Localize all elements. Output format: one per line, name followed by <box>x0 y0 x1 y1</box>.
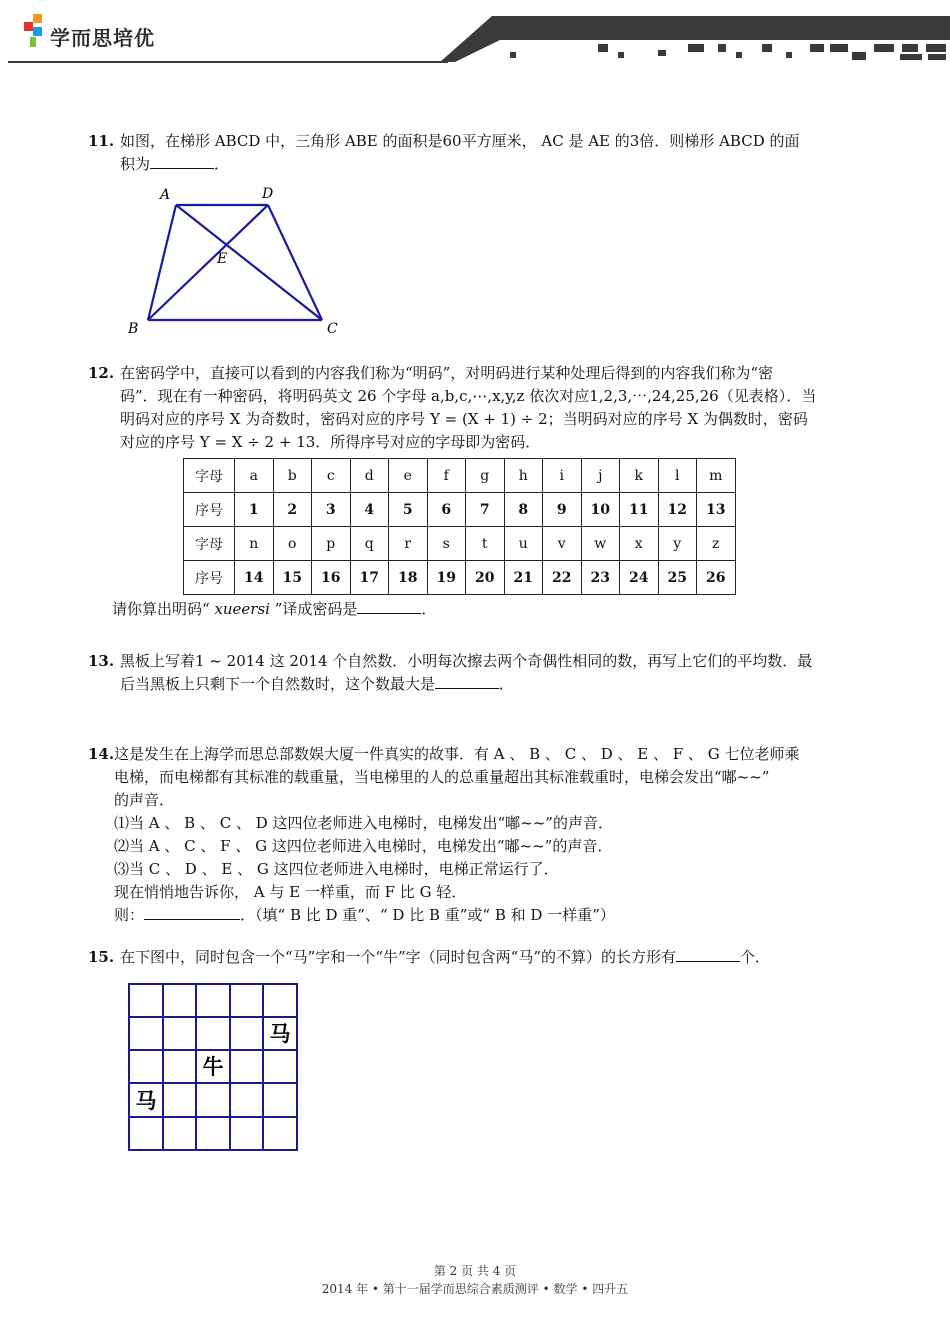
answer-blank[interactable] <box>144 904 240 920</box>
table-cell: 2 <box>273 493 312 527</box>
grid-char-niu: 牛 <box>202 1055 224 1079</box>
question-13 <box>88 650 860 696</box>
table-cell: 16 <box>312 561 351 595</box>
question-text: 后当黑板上只剩下一个自然数时，这个数最大是 ． <box>120 675 515 693</box>
table-row <box>184 459 736 493</box>
table-cell: 6 <box>427 493 466 527</box>
answer-blank[interactable] <box>435 673 499 689</box>
question-text: 对应的序号 Y = X ÷ 2 + 13．所得序号对应的字母即为密码． <box>120 433 541 451</box>
question-11 <box>88 130 860 176</box>
table-cell: 18 <box>389 561 428 595</box>
table-cell: 4 <box>350 493 389 527</box>
table-cell: c <box>312 459 351 493</box>
question-15 <box>88 946 860 969</box>
table-cell: e <box>389 459 428 493</box>
table-cell: 14 <box>235 561 274 595</box>
table-cell: z <box>697 527 736 561</box>
table-cell: t <box>466 527 505 561</box>
condition-1: ⑴当 A 、 B 、 C 、 D 这四位老师进入电梯时，电梯发出“嘟~~”的声音． <box>114 814 613 832</box>
table-row-label: 字母 <box>184 527 235 561</box>
grid-figure <box>120 975 310 1160</box>
question-12 <box>88 362 860 454</box>
table-cell: 19 <box>427 561 466 595</box>
label-b: B <box>128 321 139 337</box>
table-cell: n <box>235 527 274 561</box>
table-cell: b <box>273 459 312 493</box>
table-cell: 8 <box>504 493 543 527</box>
question-text: 如图，在梯形 ABCD 中，三角形 ABE 的面积是60平方厘米， AC 是 AE 的3倍．则梯形 ABCD 的面 <box>120 132 800 150</box>
question-number: 12. <box>88 364 115 382</box>
question-number: 11. <box>88 132 115 150</box>
table-cell: 13 <box>697 493 736 527</box>
table-cell: w <box>581 527 620 561</box>
table-cell: 5 <box>389 493 428 527</box>
table-cell: 17 <box>350 561 389 595</box>
table-cell: l <box>658 459 697 493</box>
label-a: A <box>160 187 171 203</box>
table-cell: 26 <box>697 561 736 595</box>
answer-blank[interactable] <box>150 153 214 169</box>
question-text: 明码对应的序号 X 为奇数时，密码对应的序号 Y = (X + 1) ÷ 2；当明码对应的序号 X 为偶数时，密码 <box>120 410 808 428</box>
table-cell: m <box>697 459 736 493</box>
label-d: D <box>262 186 274 202</box>
answer-blank[interactable] <box>357 598 421 614</box>
logo-icon <box>24 14 42 47</box>
table-cell: p <box>312 527 351 561</box>
table-cell: d <box>350 459 389 493</box>
cipher-word: xueersi <box>214 600 270 618</box>
table-cell: 7 <box>466 493 505 527</box>
question-text: 的声音． <box>114 791 175 809</box>
table-cell: 22 <box>543 561 582 595</box>
condition-2: ⑵当 A 、 C 、 F 、 G 这四位老师进入电梯时，电梯发出“嘟~~”的声音． <box>114 837 613 855</box>
table-cell: 9 <box>543 493 582 527</box>
question-text: 电梯，而电梯都有其标准的载重量，当电梯里的人的总重量超出其标准载重时，电梯会发出“嘟~~” <box>114 768 770 786</box>
table-row-label: 序号 <box>184 561 235 595</box>
table-cell: 25 <box>658 561 697 595</box>
question-number: 14. <box>88 745 115 763</box>
logo-text: 学而思培优 <box>50 26 155 50</box>
table-cell: y <box>658 527 697 561</box>
question-14 <box>88 743 860 927</box>
trapezoid-figure <box>120 180 350 340</box>
header-pixel-pattern <box>510 44 946 60</box>
grid-char-ma: 马 <box>135 1089 157 1113</box>
question-text: 这是发生在上海学而思总部数娱大厦一件真实的故事．有 A 、 B 、 C 、 D 、 E 、 F 、 G 七位老师乘 <box>114 745 800 763</box>
table-cell: x <box>620 527 659 561</box>
question-text: 黑板上写着1 ~ 2014 这 2014 个自然数．小明每次擦去两个奇偶性相同的数，再写上它们的平均数．最 <box>120 652 813 670</box>
table-cell: 12 <box>658 493 697 527</box>
question-number: 15. <box>88 948 115 966</box>
table-row <box>184 527 736 561</box>
question-text: 码”．现在有一种密码，将明码英文 26 个字母 a,b,c,⋯,x,y,z 依次对应1,2,3,⋯,24,25,26（见表格）．当 <box>120 387 817 405</box>
question-text: 在下图中，同时包含一个“马”字和一个“牛”字（同时包含两“马”的不算）的长方形有 个． <box>120 948 771 966</box>
table-cell: u <box>504 527 543 561</box>
question-12-ask: 请你算出明码“ xueersi ”译成密码是 ． <box>112 600 437 618</box>
table-cell: r <box>389 527 428 561</box>
table-cell: 11 <box>620 493 659 527</box>
page-number: 第 2 页 共 4 页 <box>433 1264 517 1278</box>
table-cell: q <box>350 527 389 561</box>
table-cell: 1 <box>235 493 274 527</box>
cipher-table <box>183 458 736 595</box>
grid-char-ma: 马 <box>269 1022 291 1046</box>
table-cell: 21 <box>504 561 543 595</box>
table-cell: 10 <box>581 493 620 527</box>
label-c: C <box>327 321 338 337</box>
table-cell: v <box>543 527 582 561</box>
answer-blank[interactable] <box>676 946 740 962</box>
table-cell: a <box>235 459 274 493</box>
table-row-label: 序号 <box>184 493 235 527</box>
table-row-label: 字母 <box>184 459 235 493</box>
table-cell: o <box>273 527 312 561</box>
table-cell: g <box>466 459 505 493</box>
table-cell: 3 <box>312 493 351 527</box>
table-row <box>184 561 736 595</box>
question-number: 13. <box>88 652 115 670</box>
table-cell: f <box>427 459 466 493</box>
table-row <box>184 493 736 527</box>
footer-title: 2014 年 • 第十一届学而思综合素质测评 • 数学 • 四升五 <box>321 1282 629 1296</box>
label-e: E <box>217 251 228 267</box>
table-cell: k <box>620 459 659 493</box>
table-cell: h <box>504 459 543 493</box>
table-cell: 24 <box>620 561 659 595</box>
table-cell: 15 <box>273 561 312 595</box>
condition-3: ⑶当 C 、 D 、 E 、 G 这四位老师进入电梯时，电梯正常运行了． <box>114 860 559 878</box>
question-text: 在密码学中，直接可以看到的内容我们称为“明码”，对明码进行某种处理后得到的内容我们称为“密 <box>120 364 774 382</box>
table-cell: 20 <box>466 561 505 595</box>
table-cell: j <box>581 459 620 493</box>
table-cell: 23 <box>581 561 620 595</box>
table-cell: s <box>427 527 466 561</box>
question-text: 则： ．（填“ B 比 D 重”、“ D 比 B 重”或“ B 和 D 一样重”） <box>114 906 615 924</box>
condition-4: 现在悄悄地告诉你， A 与 E 一样重，而 F 比 G 轻． <box>114 883 467 901</box>
table-cell: i <box>543 459 582 493</box>
question-text: 积为 ． <box>120 155 230 173</box>
